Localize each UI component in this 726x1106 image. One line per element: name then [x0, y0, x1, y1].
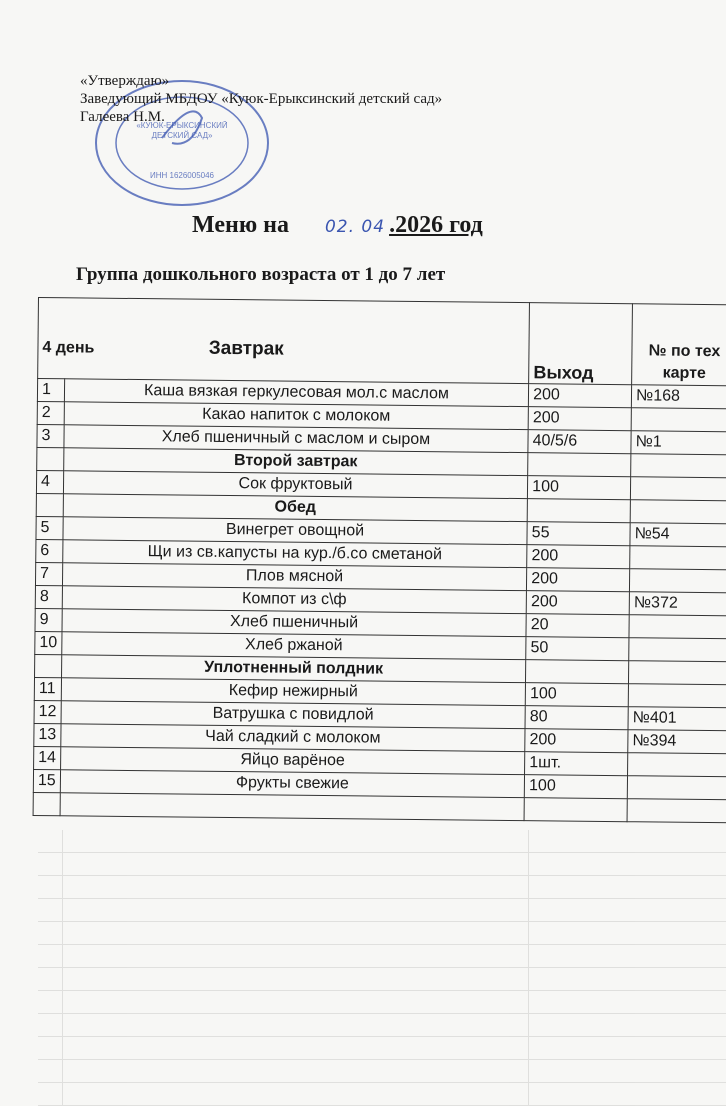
dish-name: Хлеб ржаной: [62, 632, 527, 660]
approval-block: [80, 72, 442, 126]
page-title: [192, 212, 483, 239]
title-year: .2026 год: [389, 212, 483, 238]
dish-name: Плов мясной: [62, 563, 527, 591]
row-number: 9: [35, 608, 62, 631]
tech-card-number: [631, 454, 726, 478]
tech-card-number: [630, 500, 726, 524]
dish-name: Винегрет овощной: [63, 517, 528, 545]
svg-text:«КУЮК-ЕРЫКСИНСКИЙ: «КУЮК-ЕРЫКСИНСКИЙ: [136, 121, 228, 130]
dish-name: Компот из с\ф: [62, 586, 527, 614]
dish-output: 100: [524, 775, 627, 799]
tech-card-number: [629, 615, 726, 639]
row-number: 15: [33, 769, 60, 792]
dish-name: Фрукты свежие: [60, 770, 525, 798]
bleed-through-table: [38, 830, 726, 1106]
dish-output: 40/5/6: [528, 430, 631, 454]
row-number: [36, 493, 63, 516]
tech-card-number: №394: [628, 730, 726, 754]
dish-name: Кефир нежирный: [61, 678, 526, 706]
svg-text:ИНН 1626005046: ИНН 1626005046: [149, 171, 215, 180]
dish-name: Яйцо варёное: [60, 747, 525, 775]
header-card: № по тех карте: [632, 304, 726, 386]
header-day: 4 день: [42, 338, 95, 357]
row-number: 2: [37, 401, 64, 424]
dish-name: Обед: [63, 494, 528, 522]
dish-name: Чай сладкий с молоком: [61, 724, 526, 752]
dish-output: 1шт.: [525, 752, 628, 776]
tech-card-number: [631, 408, 726, 432]
row-number: [37, 447, 64, 470]
dish-name: Каша вязкая геркулесовая мол.с маслом: [64, 379, 529, 407]
row-number: 14: [34, 746, 61, 769]
dish-output: 200: [527, 568, 630, 592]
dish-name: Сок фруктовый: [63, 471, 528, 499]
dish-name: Щи из св.капусты на кур./б.со сметаной: [63, 540, 528, 568]
approver-name: Галеева Н.М.: [80, 109, 165, 125]
dish-output: 200: [528, 407, 631, 431]
row-number: 8: [35, 585, 62, 608]
header-meal: Завтрак: [208, 337, 284, 360]
tech-card-number: [630, 569, 726, 593]
dish-name: Уплотненный полдник: [61, 655, 526, 683]
row-number: 1: [37, 379, 64, 402]
row-number: 10: [35, 631, 62, 654]
dish-output: 200: [529, 384, 632, 408]
dish-output: 20: [526, 614, 629, 638]
tech-card-number: №54: [630, 523, 726, 547]
header-output: Выход: [529, 303, 633, 385]
tech-card-number: [630, 546, 726, 570]
svg-text:ДЕТСКИЙ САД»: ДЕТСКИЙ САД»: [151, 131, 213, 140]
tech-card-number: [631, 477, 726, 501]
tech-card-number: [628, 753, 726, 777]
tech-card-number: [629, 638, 726, 662]
dish-output: 200: [526, 591, 629, 615]
dish-name: [60, 793, 525, 821]
row-number: 6: [36, 539, 63, 562]
row-number: [33, 792, 60, 815]
dish-name: Второй завтрак: [63, 448, 528, 476]
tech-card-number: №1: [631, 431, 726, 455]
approve-label: «Утверждаю»: [80, 73, 170, 89]
dish-output: [524, 798, 627, 822]
table-header-row: [38, 298, 726, 386]
dish-output: 200: [525, 729, 628, 753]
row-number: 5: [36, 516, 63, 539]
dish-output: [527, 499, 630, 523]
dish-name: Хлеб пшеничный: [62, 609, 527, 637]
dish-output: [528, 453, 631, 477]
title-prefix: Меню на: [192, 212, 289, 238]
handwritten-date: 02. 04: [324, 217, 386, 237]
dish-name: Хлеб пшеничный с маслом и сыром: [64, 425, 529, 453]
dish-output: 55: [527, 522, 630, 546]
dish-output: 200: [527, 545, 630, 569]
dish-output: 80: [525, 706, 628, 730]
row-number: 13: [34, 723, 61, 746]
dish-output: 100: [528, 476, 631, 500]
row-number: 3: [37, 424, 64, 447]
menu-table: [33, 297, 726, 823]
dish-name: Какао напиток с молоком: [64, 402, 529, 430]
dish-name: Ватрушка с повидлой: [61, 701, 526, 729]
header-day-meal: [38, 298, 530, 384]
dish-output: 50: [526, 637, 629, 661]
tech-card-number: №168: [631, 385, 726, 409]
group-subtitle: Группа дошкольного возраста от 1 до 7 лет: [76, 264, 446, 285]
row-number: 11: [34, 677, 61, 700]
tech-card-number: №401: [628, 707, 726, 731]
approver-position: Заведующий МБДОУ «Куюк-Ерыксинский детский сад»: [80, 91, 443, 107]
row-number: 4: [36, 470, 63, 493]
dish-output: [526, 660, 629, 684]
row-number: 12: [34, 700, 61, 723]
tech-card-number: [628, 684, 726, 708]
tech-card-number: [629, 661, 726, 685]
tech-card-number: [627, 799, 726, 823]
dish-output: 100: [525, 683, 628, 707]
tech-card-number: [627, 776, 726, 800]
row-number: 7: [35, 562, 62, 585]
tech-card-number: №372: [629, 592, 726, 616]
row-number: [35, 654, 62, 677]
